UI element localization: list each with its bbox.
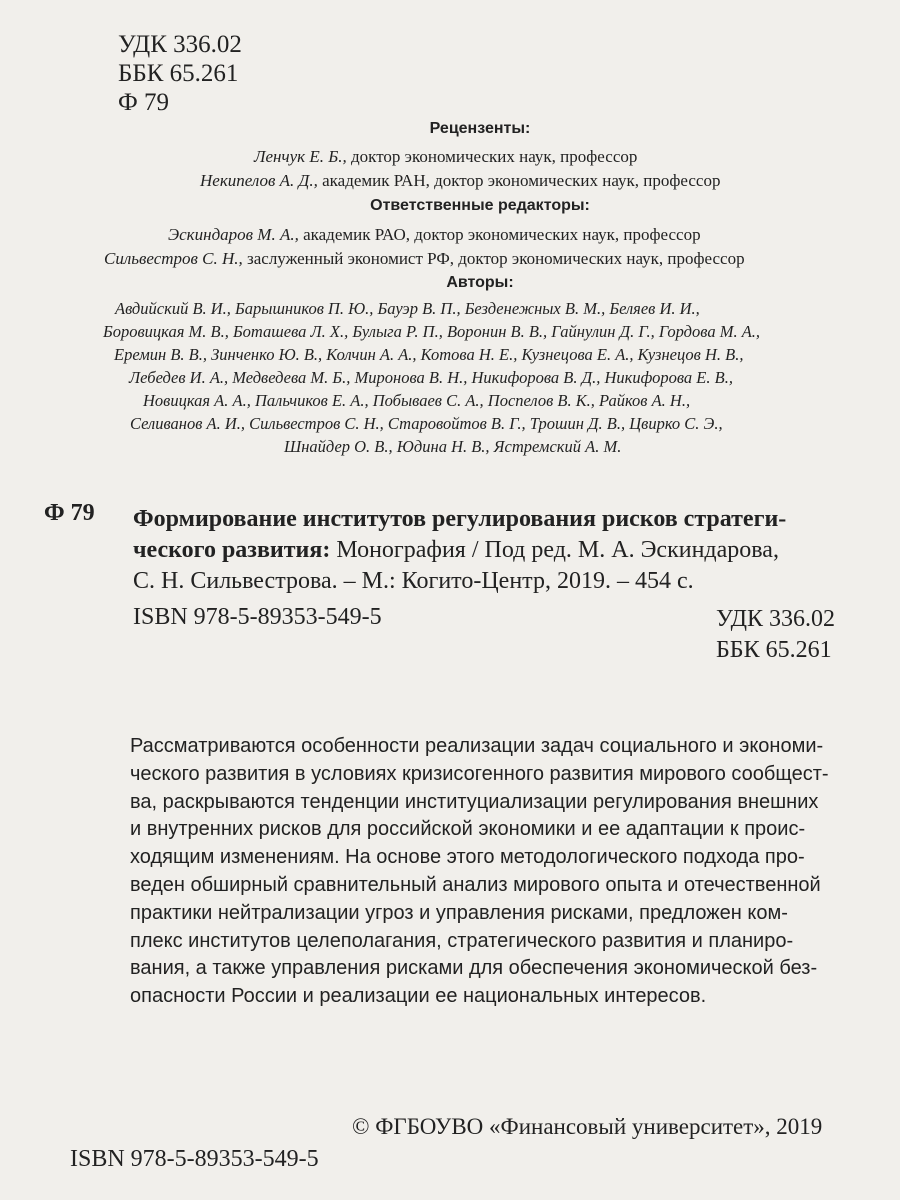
publication-info: С. Н. Сильвестрова. – М.: Когито-Центр, 2019. – 454 с. bbox=[133, 568, 694, 594]
copyright: © ФГБОУВО «Финансовый университет», 2019 bbox=[352, 1114, 823, 1139]
editor-line bbox=[104, 248, 745, 270]
authors-line: Лебедев И. А., Медведева М. Б., Миронова В. Н., Никифорова В. Д., Никифорова Е. В., bbox=[129, 368, 733, 387]
editor-title: заслуженный экономист РФ, доктор экономических наук, профессор bbox=[242, 249, 745, 268]
isbn: ISBN 978-5-89353-549-5 bbox=[133, 604, 382, 630]
abstract-line: ва, раскрываются тенденции институциализации регулирования внешних bbox=[130, 790, 819, 813]
udk-code: УДК 336.02 bbox=[716, 606, 835, 632]
authors-line: Новицкая А. А., Пальчиков Е. А., Побываев С. А., Поспелов В. К., Райков А. Н., bbox=[143, 391, 691, 410]
book-title-cont: ческого развития: bbox=[133, 537, 331, 563]
bbk-code: ББК 65.261 bbox=[716, 637, 832, 663]
abstract-line: опасности России и реализации ее национальных интересов. bbox=[130, 985, 707, 1008]
reviewer-title: доктор экономических наук, профессор bbox=[346, 147, 638, 166]
editor-name: Сильвестров С. Н., bbox=[104, 249, 243, 268]
classification-codes bbox=[118, 30, 242, 117]
authors-section bbox=[60, 274, 900, 292]
authors-line: Селиванов А. И., Сильвестров С. Н., Старовойтов В. Г., Трошин Д. В., Цвирко С. Э., bbox=[130, 414, 723, 433]
reviewer-line bbox=[254, 146, 637, 168]
abstract-line: и внутренних рисков для российской экономики и ее адаптации к проис- bbox=[130, 818, 806, 841]
bbk-code: ББК 65.261 bbox=[118, 60, 239, 87]
reviewer-name: Некипелов А. Д., bbox=[200, 171, 318, 190]
reviewer-title: академик РАН, доктор экономических наук, профессор bbox=[317, 171, 721, 190]
abstract bbox=[130, 733, 850, 1011]
abstract-line: плекс институтов целеполагания, стратегического развития и планиро- bbox=[130, 929, 794, 952]
authors-line: Шнайдер О. В., Юдина Н. В., Ястремский А. М. bbox=[284, 437, 622, 456]
reviewer-line bbox=[200, 170, 720, 192]
biblio-author-mark: Ф 79 bbox=[44, 500, 95, 526]
reviewers-heading: Рецензенты: bbox=[429, 120, 531, 137]
abstract-line: веден обширный сравнительный анализ мирового опыта и отечественной bbox=[130, 873, 821, 896]
isbn-bottom: ISBN 978-5-89353-549-5 bbox=[70, 1146, 319, 1172]
abstract-line: практики нейтрализации угроз и управления рисками, предложен ком- bbox=[130, 901, 788, 924]
editor-name: Эскиндаров М. А., bbox=[168, 225, 299, 244]
editor-title: академик РАО, доктор экономических наук, профессор bbox=[298, 225, 701, 244]
abstract-line: ческого развития в условиях кризисогенного развития мирового сообщест- bbox=[130, 762, 829, 785]
editor-line bbox=[168, 224, 701, 246]
reviewer-name: Ленчук Е. Б., bbox=[254, 147, 347, 166]
editors-section bbox=[60, 197, 900, 215]
author-mark: Ф 79 bbox=[118, 89, 170, 116]
bibliographic-record bbox=[133, 504, 853, 597]
reviewers-section bbox=[60, 120, 900, 138]
authors-line: Боровицкая М. В., Боташева Л. Х., Булыга Р. П., Воронин В. В., Гайнулин Д. Г., Гордова М. А., bbox=[103, 322, 761, 341]
abstract-line: Рассматриваются особенности реализации задач социального и экономи- bbox=[130, 735, 824, 757]
authors-heading: Авторы: bbox=[446, 274, 514, 291]
authors-line: Еремин В. В., Зинченко Ю. В., Колчин А. А., Котова Н. Е., Кузнецова Е. А., Кузнецов Н. В., bbox=[114, 345, 744, 364]
editors-heading: Ответственные редакторы: bbox=[370, 197, 590, 214]
authors-line: Авдийский В. И., Барышников П. Ю., Бауэр В. П., Безденежных В. М., Беляев И. И., bbox=[115, 299, 700, 318]
abstract-line: ходящим изменениям. На основе этого методологического подхода про- bbox=[130, 846, 805, 869]
udk-code: УДК 336.02 bbox=[118, 31, 242, 58]
book-title: Формирование институтов регулирования рисков стратеги- bbox=[133, 506, 787, 532]
book-subtitle: Монография / Под ред. М. А. Эскиндарова, bbox=[330, 537, 779, 563]
biblio-codes bbox=[716, 604, 835, 666]
abstract-line: вания, а также управления рисками для обеспечения экономической без- bbox=[130, 957, 818, 980]
